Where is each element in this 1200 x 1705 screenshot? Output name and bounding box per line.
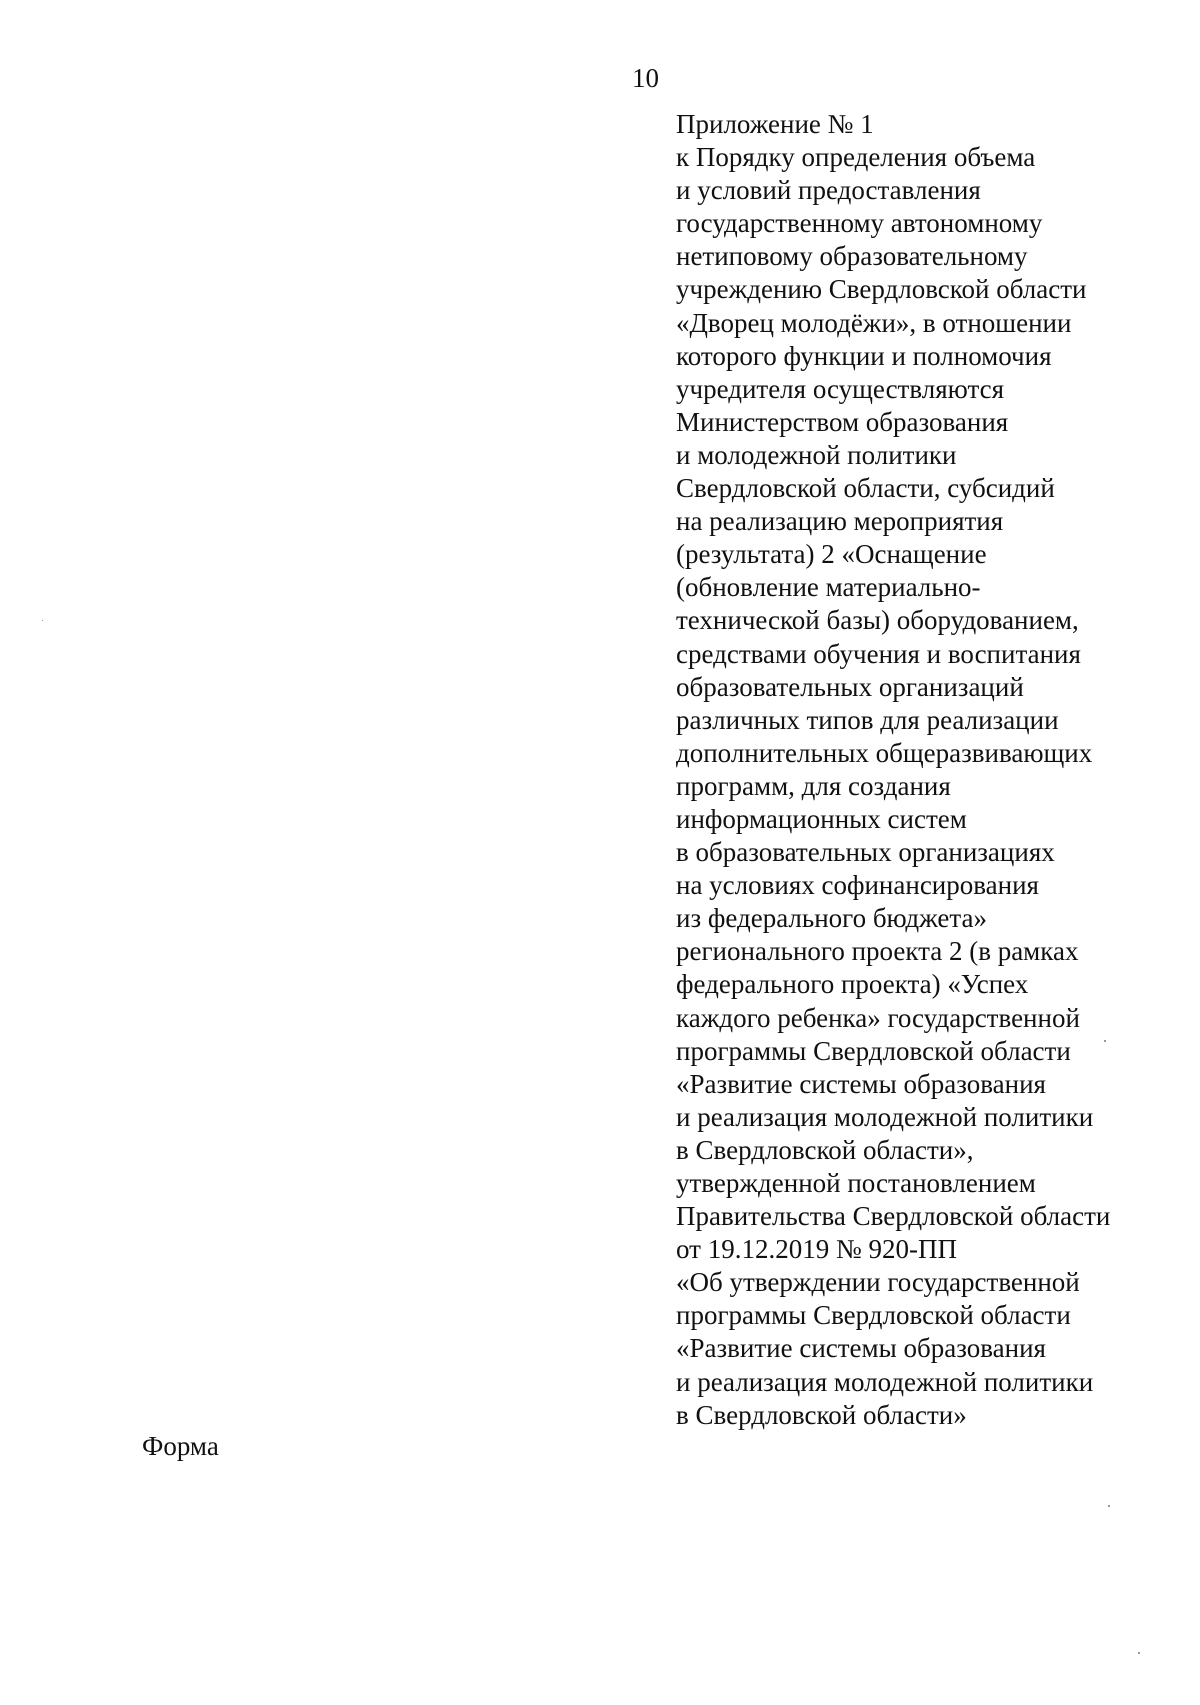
appendix-line: от 19.12.2019 № 920-ПП [676,1234,957,1265]
appendix-line: Приложение № 1 [676,109,874,139]
appendix-line: федерального проекта) «Успех [676,969,1029,1000]
appendix-line: «Развитие системы образования [676,1068,1046,1099]
appendix-line: регионального проекта 2 (в рамках [676,936,1079,967]
appendix-line: «Развитие системы образования [676,1333,1046,1364]
appendix-line: и молодежной политики [676,439,957,470]
appendix-line: Министерством образования [676,406,1009,437]
appendix-line: информационных систем [676,803,967,834]
appendix-line: Свердловской области, субсидий [676,473,1055,504]
appendix-line: учредителя осуществляются [676,373,1004,404]
appendix-line: образовательных организаций [676,671,1024,702]
scan-speck [42,620,43,621]
appendix-line: средствами обучения и воспитания [676,638,1081,669]
appendix-line: различных типов для реализации [676,704,1059,735]
appendix-line: в Свердловской области», [676,1134,974,1165]
appendix-line: (обновление материально- [676,572,981,603]
appendix-line: программ, для создания [676,770,951,801]
scan-speck [1108,1505,1110,1507]
appendix-line: каждого ребенка» государственной [676,1002,1080,1033]
appendix-line: дополнительных общеразвивающих [676,737,1093,768]
appendix-line: программы Свердловской области [676,1300,1071,1331]
page-number: 10 [632,63,659,93]
appendix-line: (результата) 2 «Оснащение [676,539,987,570]
appendix-line: в образовательных организациях [676,837,1055,868]
scan-speck [1138,1652,1140,1654]
appendix-line: на условиях софинансирования [676,870,1039,901]
appendix-line: на реализацию мероприятия [676,506,1004,537]
scan-speck [1104,1040,1106,1042]
appendix-line: утвержденной постановлением [676,1168,1036,1198]
appendix-line: из федерального бюджета» [676,903,987,934]
appendix-line: учреждению Свердловской области [676,274,1087,305]
appendix-line: «Дворец молодёжи», в отношении [676,307,1072,338]
appendix-line: «Об утверждении государственной [676,1267,1080,1298]
form-label: Форма [142,1431,219,1461]
appendix-line: нетиповому образовательному [676,241,1028,272]
appendix-header-block [676,108,1176,1432]
appendix-line: и условий предоставления [676,175,981,206]
appendix-line: Правительства Свердловской области [676,1201,1111,1232]
appendix-line: и реализация молодежной политики [676,1366,1094,1397]
appendix-line: государственному автономному [676,208,1043,239]
appendix-line: которого функции и полномочия [676,340,1052,371]
appendix-line: и реализация молодежной политики [676,1101,1094,1132]
appendix-line: в Свердловской области» [676,1399,967,1430]
appendix-line: технической базы) оборудованием, [676,605,1079,636]
appendix-line: программы Свердловской области [676,1035,1071,1066]
appendix-line: к Порядку определения объема [676,142,1036,173]
